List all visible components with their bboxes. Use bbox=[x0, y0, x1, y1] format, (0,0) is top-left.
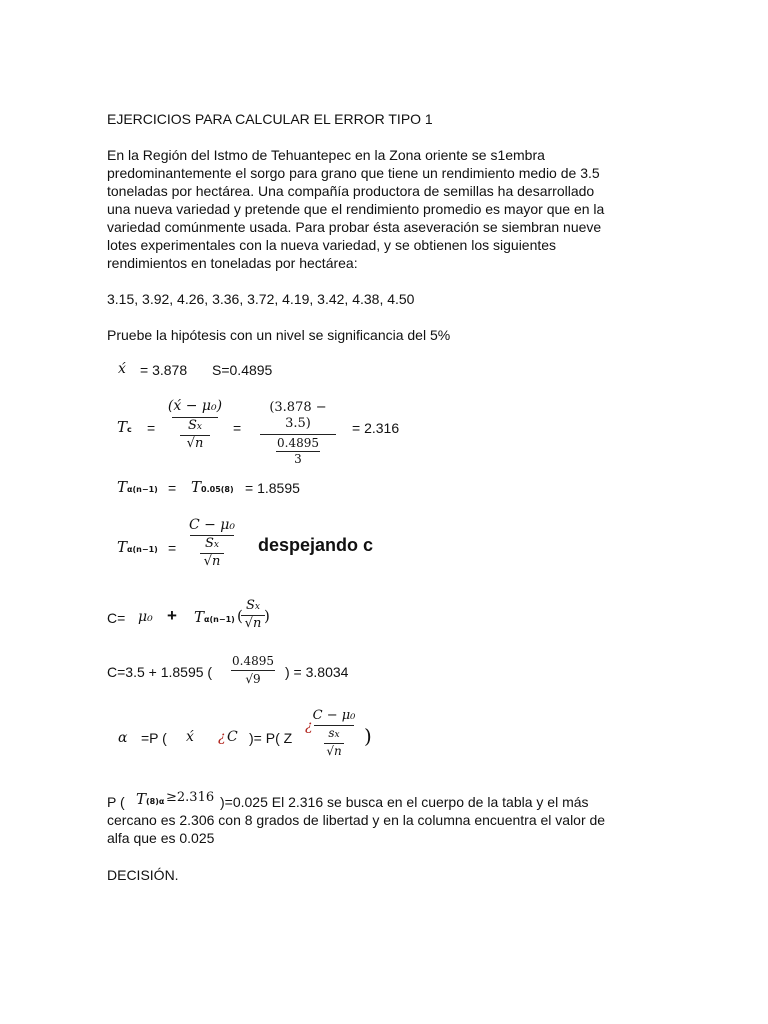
despejando-den-top: Sx bbox=[205, 536, 219, 551]
data-values: 3.15, 3.92, 4.26, 3.36, 3.72, 4.19, 3.42, 4.38, 4.50 bbox=[107, 291, 415, 307]
mean-value: = 3.878 bbox=[140, 362, 188, 378]
alpha-p-open: =P ( bbox=[141, 730, 167, 746]
paragraph-line: una nueva variedad y pretende que el rendimiento promedio es mayor que en la bbox=[107, 201, 605, 217]
despejando-numerator: C − μ₀ bbox=[188, 517, 236, 533]
tc-fraction-symbolic bbox=[166, 397, 224, 452]
page-title: EJERCICIOS PARA CALCULAR EL ERROR TIPO 1 bbox=[107, 111, 433, 127]
paragraph-line: rendimientos en toneladas por hectárea: bbox=[107, 255, 358, 271]
tc-frac1-numerator: (x́ − μ₀) bbox=[167, 398, 223, 414]
paragraph-line: predominantemente el sorgo para grano que tiene un rendimiento medio de 3.5 bbox=[107, 165, 600, 181]
c-lhs: C= bbox=[107, 610, 126, 626]
alpha-frac-num: C − μ₀ bbox=[312, 708, 356, 723]
p-explanation-line-2: cercano es 2.306 con 8 grados de libertad y en la columna encuentra el valor de bbox=[107, 812, 606, 828]
c-open-paren: ( bbox=[237, 607, 243, 625]
despejando-den-bot: √n bbox=[203, 554, 221, 569]
p-open: P ( bbox=[107, 794, 125, 810]
paragraph-line: lotes experimentales con la nueva variedad, y se obtienen los siguientes bbox=[107, 237, 557, 253]
alpha-inequality-glyph-2: ¿ bbox=[305, 718, 313, 734]
tcrit-result: = 1.8595 bbox=[245, 480, 300, 496]
c-plus: + bbox=[167, 606, 177, 625]
c-fraction bbox=[241, 598, 265, 632]
alpha-c: C bbox=[227, 729, 238, 745]
alpha-x: x́ bbox=[186, 729, 194, 745]
tc-result: = 2.316 bbox=[352, 420, 400, 436]
p-explanation-line-3: alfa que es 0.025 bbox=[107, 830, 215, 846]
despejando-fraction bbox=[188, 516, 236, 570]
tc-symbol: Tc bbox=[117, 418, 132, 436]
tc-frac1-den-bot: √n bbox=[186, 436, 204, 451]
tc-frac1-den-top: Sx bbox=[188, 418, 202, 433]
paragraph-line: toneladas por hectárea. Una compañía productora de semillas ha desarrollado bbox=[107, 183, 595, 199]
c-value-fraction bbox=[228, 654, 278, 687]
tc-frac2-den-bot: 3 bbox=[294, 452, 302, 466]
tc-frac2-den-top: 0.4895 bbox=[277, 436, 319, 450]
despejando-label: despejando c bbox=[258, 535, 374, 555]
paragraph-line: En la Región del Istmo de Tehuantepec en la Zona oriente se s1embra bbox=[107, 147, 545, 163]
problem-paragraph bbox=[107, 146, 652, 272]
tcrit-symbol-2: T0.05(8) bbox=[191, 478, 234, 496]
hypothesis-prompt: Pruebe la hipótesis con un nivel se significancia del 5% bbox=[107, 327, 451, 343]
c-t-symbol: Tα(n−1) bbox=[194, 608, 235, 626]
alpha-inequality-glyph: ¿ bbox=[218, 729, 226, 745]
paragraph-line: variedad comúnmente usada. Para probar ésta aseveración se siembran nueve bbox=[107, 219, 602, 235]
alpha-fraction bbox=[312, 707, 356, 759]
c-close-paren: ) bbox=[264, 607, 270, 625]
c-value-den: √9 bbox=[245, 672, 261, 686]
decision-heading: DECISIÓN. bbox=[107, 867, 179, 883]
p-ge-value: ≥2.316 bbox=[166, 790, 215, 805]
mean-symbol: x́ bbox=[118, 361, 126, 377]
tc-fraction-numeric bbox=[256, 400, 340, 467]
tcrit-equals: = bbox=[168, 480, 177, 496]
tc-equals-2: = bbox=[233, 420, 242, 436]
c-frac-num: Sx bbox=[246, 598, 260, 613]
tcrit-symbol: Tα(n−1) bbox=[117, 478, 158, 496]
tc-equals-1: = bbox=[147, 420, 156, 436]
sd-value: S=0.4895 bbox=[212, 362, 273, 378]
p-explanation-line-1: )=0.025 El 2.316 se busca en el cuerpo de la tabla y el más bbox=[220, 794, 589, 810]
c-value-lhs: C=3.5 + 1.8595 ( bbox=[107, 664, 213, 680]
despejando-equals: = bbox=[168, 540, 177, 556]
alpha-frac-den-top: sx bbox=[328, 726, 340, 740]
c-frac-den: √n bbox=[244, 616, 262, 631]
alpha-p-z: )= P( Z bbox=[249, 730, 293, 746]
alpha-close-paren: ) bbox=[364, 724, 372, 748]
alpha-frac-den-bot: √n bbox=[326, 744, 342, 758]
c-mu: μ₀ bbox=[138, 609, 153, 625]
despejando-symbol: Tα(n−1) bbox=[117, 538, 158, 556]
alpha-symbol: α bbox=[118, 730, 128, 746]
p-t-symbol: T(8)α bbox=[136, 790, 165, 808]
c-value-result: ) = 3.8034 bbox=[285, 664, 349, 680]
c-value-num: 0.4895 bbox=[232, 654, 274, 668]
tc-frac2-numerator: (3.878 − 3.5) bbox=[269, 400, 327, 431]
